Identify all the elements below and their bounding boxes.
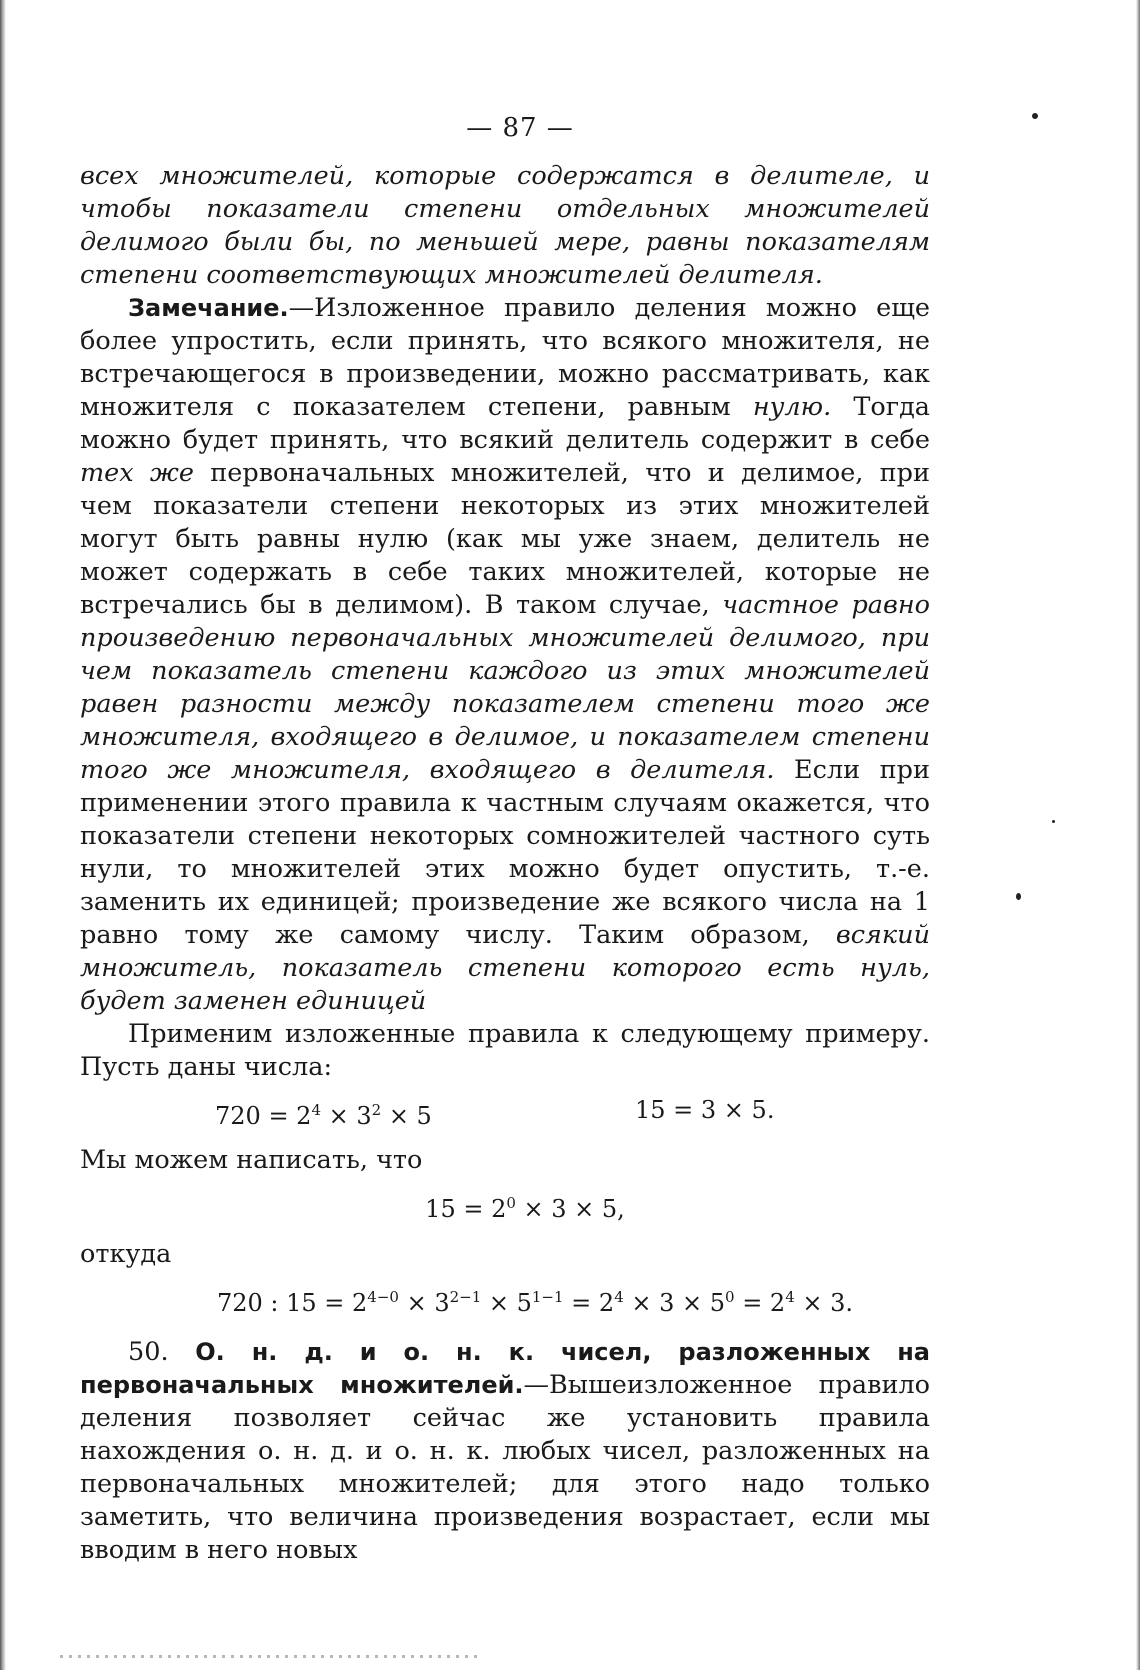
paragraph-whence: откуда — [80, 1239, 172, 1269]
scan-noise — [60, 1655, 480, 1658]
paragraph-we-can-write: Мы можем написать, что — [80, 1145, 423, 1175]
paragraph-example-intro: Применим изложенные правила к следующему примеру. Пусть даны числа: — [80, 1019, 930, 1082]
ink-speck — [1052, 820, 1055, 823]
remark-heading: Замечание. — [128, 294, 289, 322]
formula-quotient: 720 : $15 = 2^{4-0} \times 3^{2-1} \times 5^{1-1} = 2^4 \times 3 \times 5^0 = 2^4 \times 3$. — [216, 1288, 854, 1317]
formula-15-expanded: $15 = 2^0 \times 3 \times 5$, — [425, 1194, 625, 1223]
page-number: — 87 — — [466, 113, 574, 143]
main-text — [80, 160, 930, 1567]
ink-speck — [1032, 113, 1038, 119]
paragraph-section-50: 50. О. н. д. и о. н. к. чисел, разложенных на первоначальных множителей.—Вышеизложенное правило деления позволяет сейчас же установить правила нахождения о. н. д. и о. н. к. любых чисел, разложенных на первоначальных множителей; для этого надо только заметить, что величина произведения возрастает, если мы вводим в него новых — [80, 1337, 931, 1565]
page-left-edge — [0, 0, 6, 1670]
formula-15: 15 = 3 × 5. — [635, 1096, 775, 1124]
section-heading: О. н. д. и о. н. к. чисел, разложенных на первоначальных множителей. — [80, 1338, 931, 1399]
page-right-edge — [1136, 0, 1140, 1670]
section-number: 50. — [128, 1337, 169, 1367]
paragraph-rule-end: всех множителей, которые содержатся в делителе, и чтобы показатели степени отдельных множителей делимого были бы, по меньшей мере, равны показателям степени соответствующих множителей делителя. — [80, 161, 930, 290]
paragraph-remark: Замечание.—Изложенное правило деления можно еще более упростить, если принять, что всякого множителя, не встречающегося в произведении, можно рассматривать, как множителя с показателем степени, равным нулю. Тогда можно будет принять, что всякий делитель содержит в себе тех же первоначальных множителей, что и делимое, при чем показатели степени некоторых из этих множителей могут быть равны нулю (как мы уже знаем, делитель не может содержать в себе таких множителей, которые не встречались бы в делимом). В таком случае, частное равно произведению первоначальных множителей делимого, при чем показатель степени каждого из этих множителей равен разности между показателем степени того же множителя, входящего в делимое, и показателем степени того же множителя, входящего в делителя. Если при применении этого правила к частным случаям окажется, что показатели степени некоторых сомножителей частного суть нули, то множителей этих можно будет опустить, т.-е. заменить их единицей; произведение же всякого числа на 1 равно тому же самому числу. Таким образом, всякий множитель, показатель степени которого есть нуль, будет заменен единицей — [80, 293, 931, 1016]
formula-720: $720 = 2^4 \times 3^2 \times 5$ — [215, 1101, 432, 1130]
formula-given-numbers — [80, 1094, 930, 1130]
ink-speck — [1016, 893, 1021, 900]
